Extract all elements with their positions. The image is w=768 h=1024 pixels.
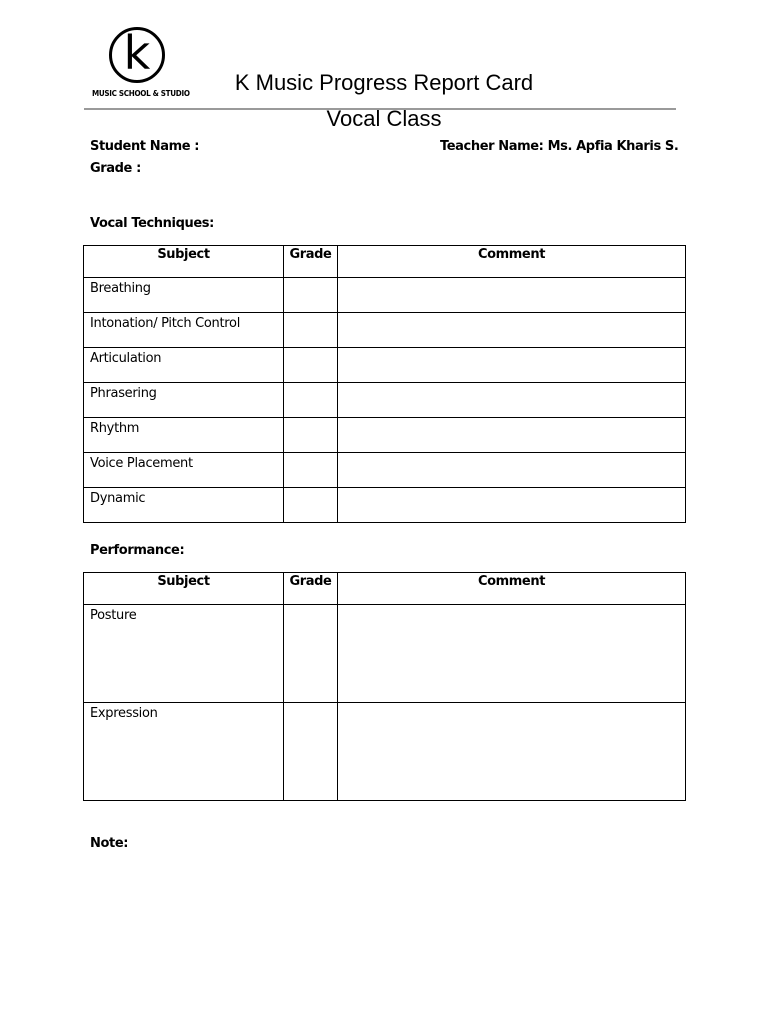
- table-row: [84, 383, 686, 418]
- table-row: [84, 313, 686, 348]
- table-row: [84, 703, 686, 801]
- table-row: [84, 418, 686, 453]
- page-subtitle: Vocal Class: [326, 106, 442, 131]
- table-row: [84, 453, 686, 488]
- performance-heading: Performance:: [90, 543, 185, 558]
- grade-cell[interactable]: [284, 278, 338, 313]
- grade-cell[interactable]: [284, 418, 338, 453]
- grade-cell[interactable]: [284, 703, 338, 801]
- comment-cell[interactable]: [338, 605, 686, 703]
- subject-cell: Dynamic: [84, 488, 284, 523]
- subject-cell: Intonation/ Pitch Control: [84, 313, 284, 348]
- comment-cell[interactable]: [338, 488, 686, 523]
- grade-cell[interactable]: [284, 348, 338, 383]
- table-row: [84, 348, 686, 383]
- logo-subtitle: MUSIC SCHOOL & STUDIO: [92, 89, 190, 98]
- table-row: [84, 278, 686, 313]
- teacher-name-label: Teacher Name: Ms. Apfia Kharis S.: [440, 139, 679, 154]
- comment-cell[interactable]: [338, 278, 686, 313]
- vocal-techniques-heading: Vocal Techniques:: [90, 216, 214, 231]
- subject-cell: Articulation: [84, 348, 284, 383]
- column-header-grade: Grade: [284, 573, 338, 605]
- subject-cell: Voice Placement: [84, 453, 284, 488]
- grade-label: Grade :: [90, 161, 141, 176]
- subject-cell: Phrasering: [84, 383, 284, 418]
- student-name-label: Student Name :: [90, 139, 200, 154]
- table-row: [84, 605, 686, 703]
- school-logo: [80, 24, 190, 104]
- column-header-subject: Subject: [84, 573, 284, 605]
- grade-cell[interactable]: [284, 488, 338, 523]
- grade-cell[interactable]: [284, 313, 338, 348]
- subject-cell: Rhythm: [84, 418, 284, 453]
- comment-cell[interactable]: [338, 383, 686, 418]
- page-title: K Music Progress Report Card: [234, 70, 534, 95]
- grade-cell[interactable]: [284, 605, 338, 703]
- table-header-row: [84, 573, 686, 605]
- subject-cell: Breathing: [84, 278, 284, 313]
- comment-cell[interactable]: [338, 453, 686, 488]
- column-header-comment: Comment: [338, 573, 686, 605]
- vocal-techniques-table: [83, 245, 686, 523]
- comment-cell[interactable]: [338, 348, 686, 383]
- performance-table: [83, 572, 686, 801]
- table-header-row: [84, 246, 686, 278]
- column-header-comment: Comment: [338, 246, 686, 278]
- comment-cell[interactable]: [338, 418, 686, 453]
- comment-cell[interactable]: [338, 313, 686, 348]
- column-header-subject: Subject: [84, 246, 284, 278]
- subject-cell: Expression: [84, 703, 284, 801]
- table-row: [84, 488, 686, 523]
- note-label: Note:: [90, 836, 129, 851]
- logo-circle-icon: [109, 27, 165, 83]
- logo-letter: k: [123, 26, 151, 80]
- column-header-grade: Grade: [284, 246, 338, 278]
- grade-cell[interactable]: [284, 453, 338, 488]
- comment-cell[interactable]: [338, 703, 686, 801]
- subject-cell: Posture: [84, 605, 284, 703]
- grade-cell[interactable]: [284, 383, 338, 418]
